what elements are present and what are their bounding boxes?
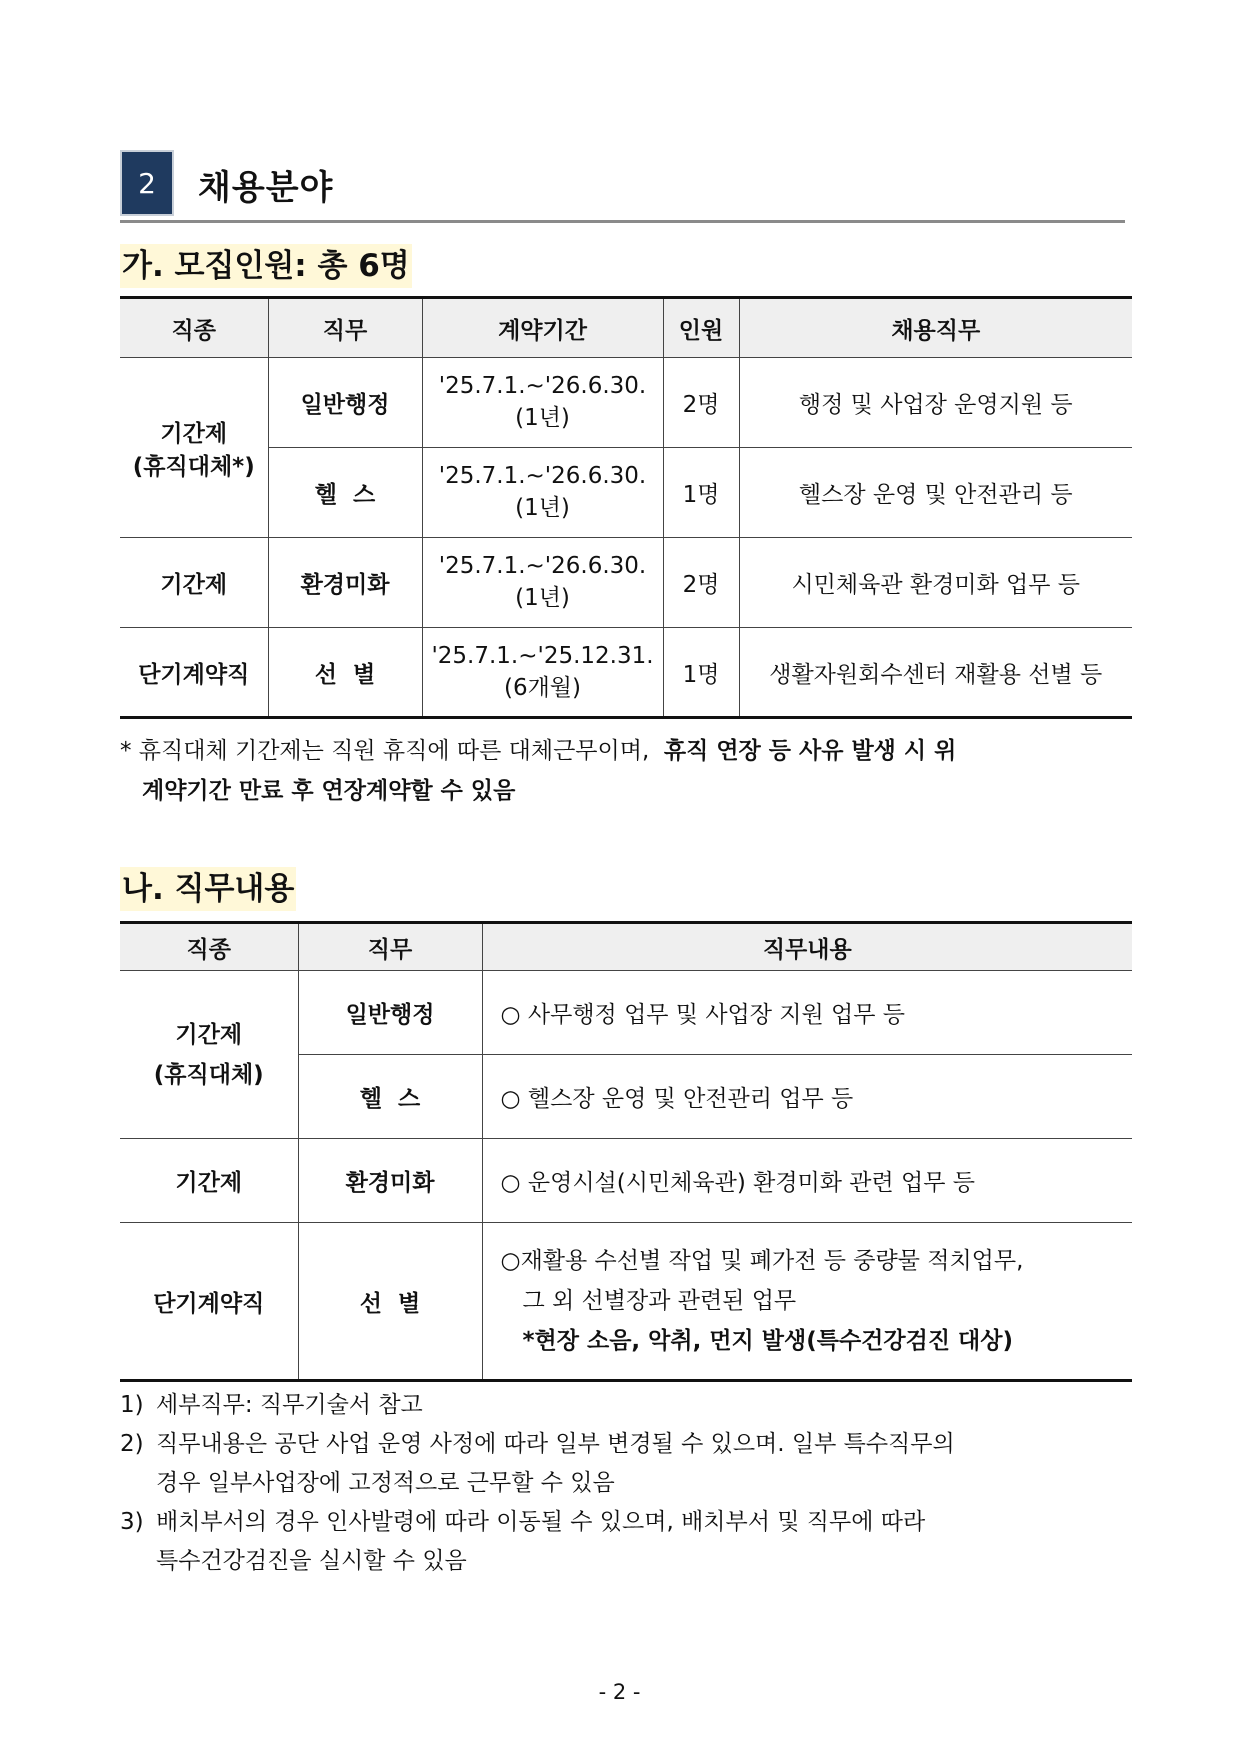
content-cell: ○ 헬스장 운영 및 안전관리 업무 등 bbox=[482, 1055, 1132, 1139]
duty-cell: 헬 스 bbox=[268, 448, 422, 538]
header-cell: 직무 bbox=[268, 298, 422, 358]
recruit-heading: 가. 모집인원: 총 6명 bbox=[120, 244, 412, 288]
recruit-table bbox=[120, 296, 1132, 719]
header-cell: 채용직무 bbox=[739, 298, 1132, 358]
job-cell: 헬스장 운영 및 안전관리 등 bbox=[739, 448, 1132, 538]
duties-table bbox=[120, 921, 1132, 1382]
count-cell: 2명 bbox=[663, 538, 739, 628]
period-cell: '25.7.1.~'26.6.30. (1년) bbox=[422, 448, 663, 538]
job-cell: 생활자원회수센터 재활용 선별 등 bbox=[739, 628, 1132, 718]
job-type-cell: 단기계약직 bbox=[120, 628, 268, 718]
period-cell: '25.7.1.~'26.6.30. (1년) bbox=[422, 358, 663, 448]
table-row bbox=[120, 628, 1132, 718]
header-cell: 인원 bbox=[663, 298, 739, 358]
duties-heading: 나. 직무내용 bbox=[120, 867, 296, 911]
table-row bbox=[120, 1139, 1132, 1223]
duty-cell: 일반행정 bbox=[298, 971, 482, 1055]
count-cell: 1명 bbox=[663, 448, 739, 538]
table-row bbox=[120, 358, 1132, 448]
section-title: 채용분야 bbox=[198, 168, 334, 208]
content-cell: ○재활용 수선별 작업 및 폐가전 등 중량물 적치업무, 그 외 선별장과 관련된 업무 *현장 소음, 악취, 먼지 발생(특수건강검진 대상) bbox=[482, 1223, 1132, 1381]
duty-cell: 환경미화 bbox=[268, 538, 422, 628]
job-type-cell: 기간제 bbox=[120, 1139, 298, 1223]
content-cell: ○ 사무행정 업무 및 사업장 지원 업무 등 bbox=[482, 971, 1132, 1055]
header-cell: 직종 bbox=[120, 298, 268, 358]
job-cell: 시민체육관 환경미화 업무 등 bbox=[739, 538, 1132, 628]
count-cell: 2명 bbox=[663, 358, 739, 448]
content-cell: ○ 운영시설(시민체육관) 환경미화 관련 업무 등 bbox=[482, 1139, 1132, 1223]
duty-cell: 선 별 bbox=[268, 628, 422, 718]
job-type-cell: 기간제 bbox=[120, 538, 268, 628]
footnote-bold-text: 계약기간 만료 후 연장계약할 수 있음 bbox=[142, 778, 516, 804]
table-row bbox=[120, 971, 1132, 1055]
duties-header-row bbox=[120, 923, 1132, 971]
period-cell: '25.7.1.~'25.12.31. (6개월) bbox=[422, 628, 663, 718]
footnote-text: * 휴직대체 기간제는 직원 휴직에 따른 대체근무이며, bbox=[120, 738, 650, 764]
recruit-header-row bbox=[120, 298, 1132, 358]
header-cell: 직무내용 bbox=[482, 923, 1132, 971]
table-row bbox=[120, 1223, 1132, 1381]
count-cell: 1명 bbox=[663, 628, 739, 718]
header-cell: 직무 bbox=[298, 923, 482, 971]
list-item: 2) 직무내용은 공단 사업 운영 사정에 따라 일부 변경될 수 있으며. 일부 특수직무의 경우 일부사업장에 고정적으로 근무할 수 있음 bbox=[120, 1431, 955, 1496]
header-cell: 계약기간 bbox=[422, 298, 663, 358]
job-cell: 행정 및 사업장 운영지원 등 bbox=[739, 358, 1132, 448]
job-type-cell: 기간제 (휴직대체) bbox=[120, 971, 298, 1139]
duties-notes bbox=[120, 1386, 1130, 1581]
page-number: - 2 - bbox=[598, 1680, 641, 1704]
recruit-footnote bbox=[120, 731, 956, 811]
section-header bbox=[120, 150, 1125, 223]
period-cell: '25.7.1.~'26.6.30. (1년) bbox=[422, 538, 663, 628]
duty-cell: 헬 스 bbox=[298, 1055, 482, 1139]
job-type-cell: 단기계약직 bbox=[120, 1223, 298, 1381]
table-row bbox=[120, 538, 1132, 628]
duty-cell: 환경미화 bbox=[298, 1139, 482, 1223]
header-cell: 직종 bbox=[120, 923, 298, 971]
table-row bbox=[120, 448, 1132, 538]
list-item: 1) 세부직무: 직무기술서 참고 bbox=[120, 1392, 423, 1418]
duty-cell: 일반행정 bbox=[268, 358, 422, 448]
list-item: 3) 배치부서의 경우 인사발령에 따라 이동될 수 있으며, 배치부서 및 직무에 따라 특수건강검진을 실시할 수 있음 bbox=[120, 1509, 926, 1574]
duty-cell: 선 별 bbox=[298, 1223, 482, 1381]
section-number-badge: 2 bbox=[120, 150, 174, 216]
footnote-bold-text: 휴직 연장 등 사유 발생 시 위 bbox=[663, 738, 957, 764]
job-type-cell: 기간제 (휴직대체*) bbox=[120, 358, 268, 538]
